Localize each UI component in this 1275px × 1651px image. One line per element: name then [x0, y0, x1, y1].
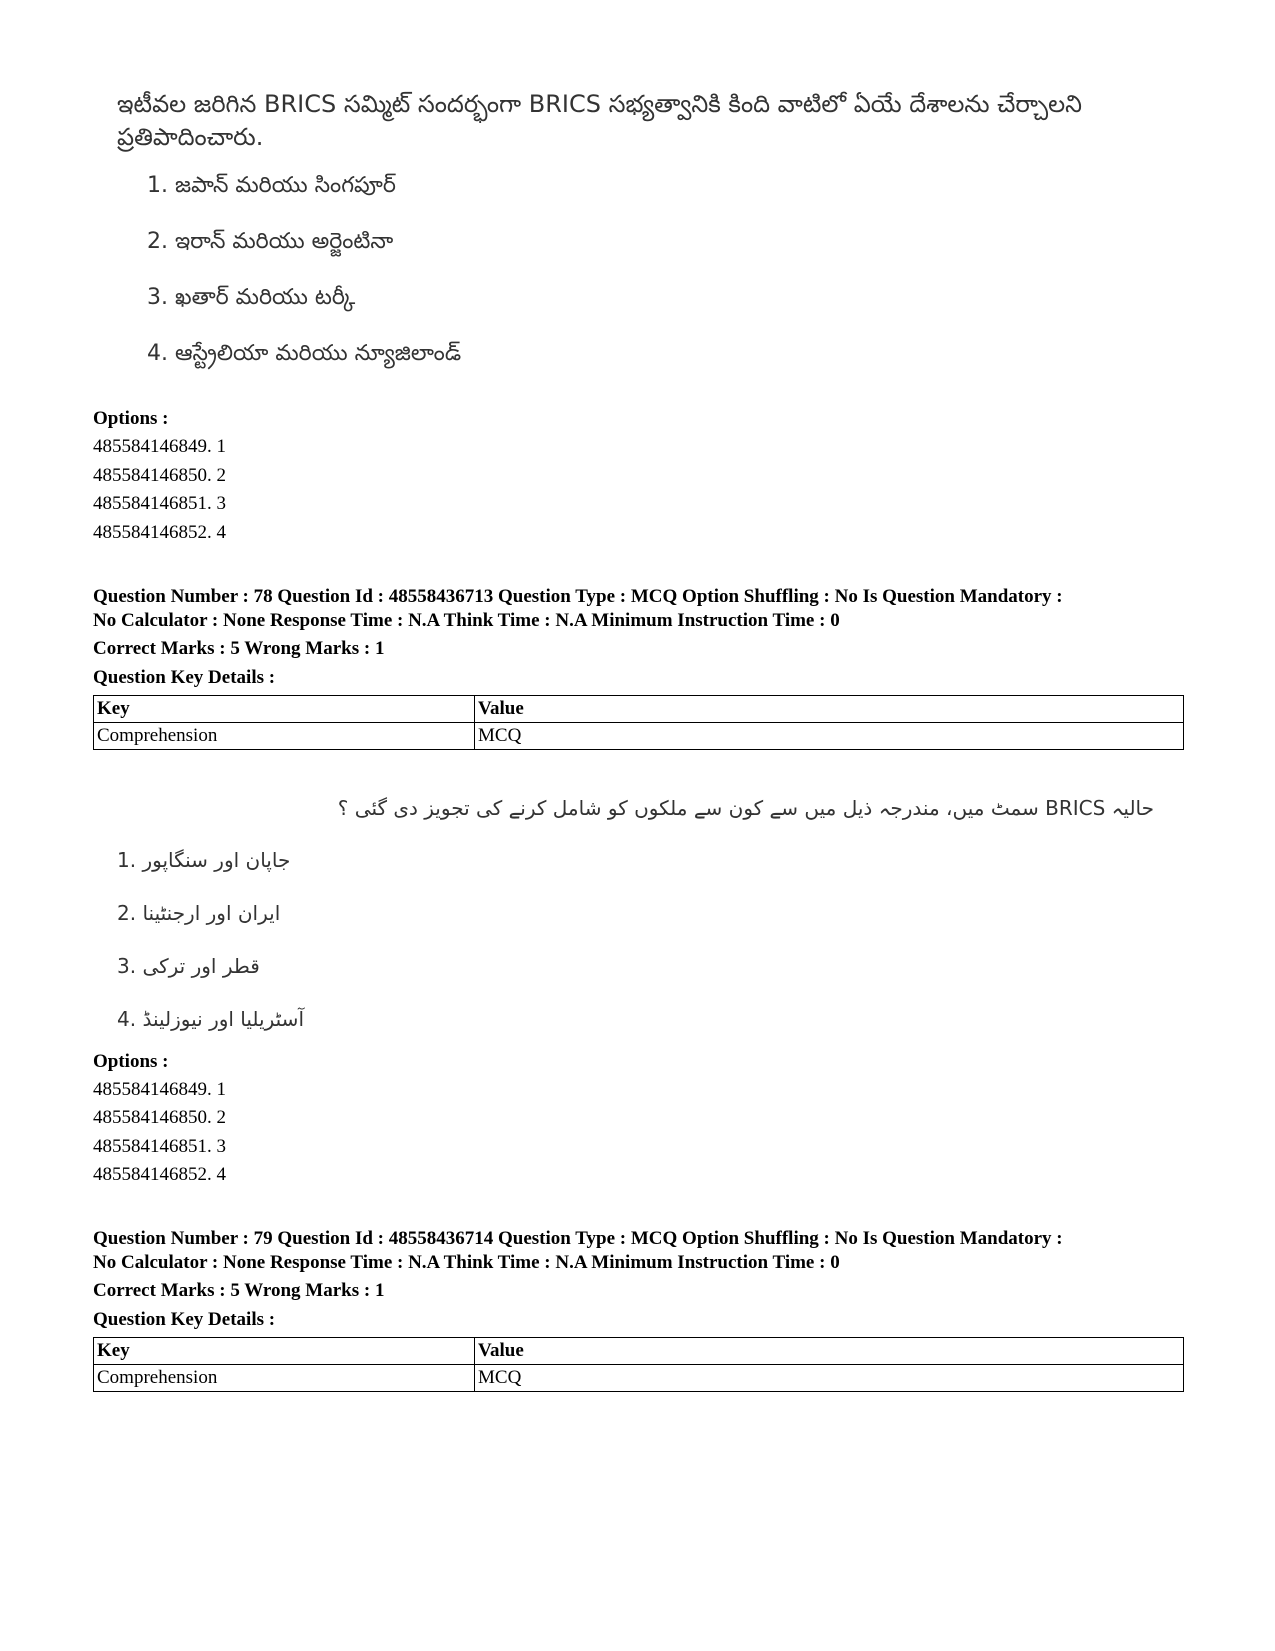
question-78-meta — [93, 585, 1203, 633]
option-line: 485584146849. 1 — [93, 1079, 226, 1100]
urdu-choice-2: 2. ایران اور ارجنٹینا — [117, 901, 281, 925]
telugu-choice-2: 2. ఇరాన్ మరియు అర్జెంటినా — [147, 229, 394, 254]
marks-line: Correct Marks : 5 Wrong Marks : 1 — [93, 1280, 385, 1301]
table-cell-key: Comprehension — [94, 723, 475, 750]
table-cell-key: Comprehension — [94, 1365, 475, 1392]
key-details-label: Question Key Details : — [93, 667, 276, 688]
table-header-key: Key — [94, 696, 475, 723]
table-header-row — [94, 1338, 1184, 1365]
question-meta-line: Question Number : 79 Question Id : 48558436714 Question Type : MCQ Option Shuffling : No Is Question Mandatory : — [93, 1228, 1063, 1249]
question-key-table — [93, 695, 1184, 750]
option-line: 485584146851. 3 — [93, 1136, 226, 1157]
options-label: Options : — [93, 408, 169, 429]
telugu-choice-4: 4. ఆస్ట్రేలియా మరియు న్యూజిలాండ్ — [147, 341, 462, 366]
urdu-question-text: حالیہ BRICS سمٹ میں، مندرجہ ذیل میں سے کون سے ملکوں کو شامل کرنے کی تجویز دی گئی ؟ — [337, 796, 1154, 820]
table-header-key: Key — [94, 1338, 475, 1365]
question-key-table — [93, 1337, 1184, 1392]
table-header-value: Value — [475, 696, 1184, 723]
option-line: 485584146852. 4 — [93, 1164, 226, 1185]
table-header-row — [94, 696, 1184, 723]
option-line: 485584146851. 3 — [93, 493, 226, 514]
telugu-choice-1: 1. జపాన్ మరియు సింగపూర్ — [147, 173, 396, 198]
question-79-meta — [93, 1227, 1203, 1275]
table-row — [94, 1365, 1184, 1392]
table-header-value: Value — [475, 1338, 1184, 1365]
options-label: Options : — [93, 1051, 169, 1072]
table-cell-value: MCQ — [475, 723, 1184, 750]
marks-line: Correct Marks : 5 Wrong Marks : 1 — [93, 638, 385, 659]
option-line: 485584146850. 2 — [93, 1107, 226, 1128]
question-meta-line: No Calculator : None Response Time : N.A Think Time : N.A Minimum Instruction Time : 0 — [93, 1252, 840, 1273]
question-meta-line: No Calculator : None Response Time : N.A Think Time : N.A Minimum Instruction Time : 0 — [93, 610, 840, 631]
table-cell-value: MCQ — [475, 1365, 1184, 1392]
key-details-label: Question Key Details : — [93, 1309, 276, 1330]
option-line: 485584146852. 4 — [93, 522, 226, 543]
question-meta-line: Question Number : 78 Question Id : 48558436713 Question Type : MCQ Option Shuffling : No Is Question Mandatory : — [93, 586, 1063, 607]
option-line: 485584146849. 1 — [93, 436, 226, 457]
table-row — [94, 723, 1184, 750]
option-line: 485584146850. 2 — [93, 465, 226, 486]
telugu-question-text: ఇటీవల జరిగిన BRICS సమ్మిట్ సందర్భంగా BRICS సభ్యత్వానికి కింది వాటిలో ఏయే దేశాలను చేర్చాలని ప్రతిపాదించారు. — [117, 90, 1082, 151]
urdu-choice-4: 4. آسٹریلیا اور نیوزلینڈ — [117, 1007, 304, 1031]
telugu-choice-3: 3. ఖతార్ మరియు టర్కీ — [147, 285, 356, 310]
urdu-choice-3: 3. قطر اور ترکی — [117, 954, 260, 978]
urdu-choice-1: 1. جاپان اور سنگاپور — [117, 848, 291, 872]
